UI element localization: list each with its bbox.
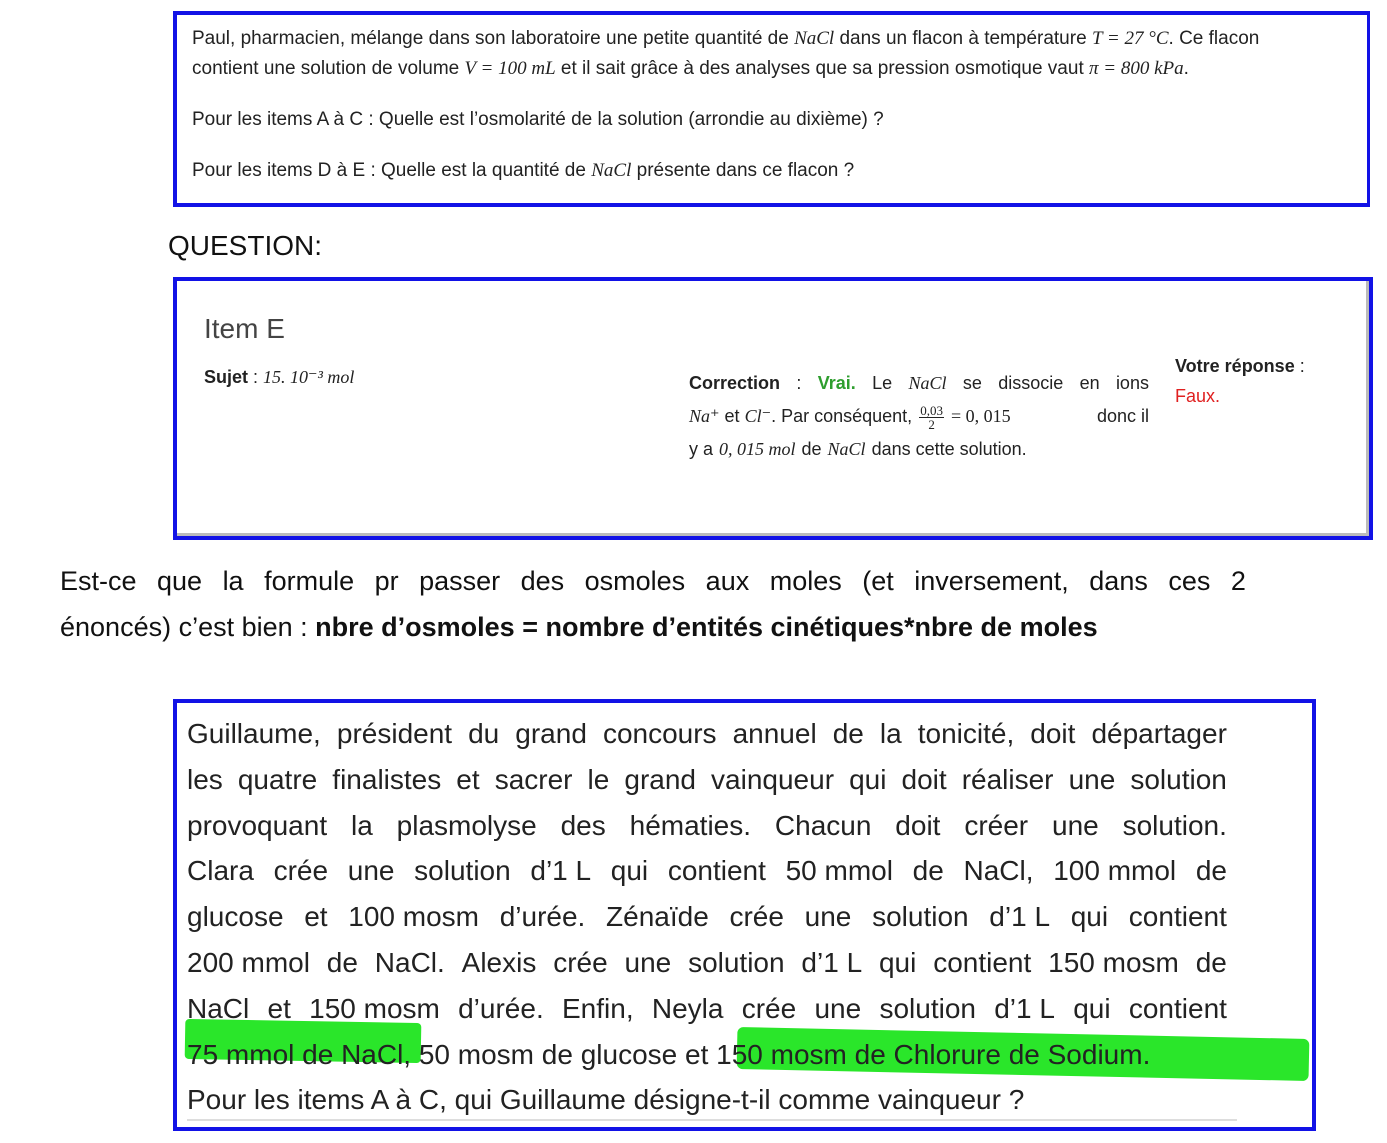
word: annuel (732, 718, 817, 749)
word: (et (862, 566, 894, 596)
word: 2 (1230, 566, 1246, 596)
statement-row-text: Pour les items A à C, qui Guillaume désigne-t-il comme vainqueur ? (187, 1084, 1025, 1116)
word: de (912, 855, 944, 887)
word: sacrer (494, 763, 573, 795)
word: inversement, (914, 566, 1069, 596)
word: 200 mmol (187, 946, 310, 978)
word: une (1068, 763, 1116, 795)
word: qui (878, 946, 917, 978)
statement-row (187, 757, 1227, 803)
word: solution. (1122, 809, 1227, 841)
word: de (326, 946, 358, 978)
word: une (1052, 809, 1099, 841)
math-nacl: NaCl (591, 160, 632, 181)
word: grand (624, 763, 696, 795)
word: glucose (187, 901, 284, 933)
word: la (350, 809, 373, 841)
word: hématies. (629, 809, 752, 841)
statement-row (187, 1032, 1227, 1078)
statement-row (187, 940, 1227, 986)
text: . Ce flacon (1168, 28, 1260, 49)
word: finalistes (332, 763, 442, 795)
fraction (919, 404, 944, 431)
text: énoncés) c’est bien : (60, 612, 308, 642)
math-na: Na⁺ (689, 406, 720, 426)
correction-label: Correction (689, 373, 781, 393)
word: des (520, 566, 565, 596)
text: . (1183, 58, 1189, 79)
word: NaCl (187, 992, 250, 1024)
text: contient une solution de volume (192, 58, 460, 79)
statement-line-2 (192, 58, 1189, 80)
word: contient (667, 855, 766, 887)
word: vainqueur (711, 763, 835, 795)
word: pr (374, 566, 399, 596)
word: et (456, 763, 480, 795)
word: ces (1168, 566, 1211, 596)
word: solution (872, 901, 969, 933)
word: moles (769, 566, 842, 596)
word: Clara (187, 855, 254, 887)
word: doit (1030, 718, 1076, 749)
word: Enfin, (562, 992, 634, 1024)
statement-row (187, 986, 1227, 1032)
word: une (814, 992, 862, 1024)
word: une (347, 855, 395, 887)
word: que (157, 566, 203, 596)
statement-row (187, 1077, 1227, 1123)
word: Guillaume, (187, 718, 321, 749)
word: une (804, 901, 852, 933)
word: et (267, 992, 291, 1024)
question-items-a-c: Pour les items A à C : Quelle est l’osmolarité de la solution (arrondie au dixième) ? (192, 109, 884, 130)
word: quatre (237, 763, 318, 795)
word: Alexis (461, 946, 537, 978)
word: de (1195, 946, 1227, 978)
word: qui (610, 855, 649, 887)
word: crée (729, 901, 784, 933)
word: Chacun (774, 809, 872, 841)
word: des (560, 809, 606, 841)
word: tonicité, (917, 718, 1015, 749)
statement-row (187, 894, 1227, 940)
word: NaCl. (374, 946, 445, 978)
word: qui (1070, 901, 1109, 933)
fraction-numerator: 0,03 (920, 402, 943, 418)
word: doit (901, 763, 947, 795)
statement-row (187, 711, 1227, 757)
item-title: Item E (204, 313, 285, 344)
fraction-denominator: 2 (928, 416, 935, 432)
word: le (587, 763, 610, 795)
word: solution (1130, 763, 1227, 795)
word: plasmolyse (396, 809, 537, 841)
text: Le (872, 373, 893, 393)
math-nacl: NaCl (908, 373, 947, 393)
word: grand (515, 718, 587, 749)
word: dans (1089, 566, 1148, 596)
word: formule (264, 566, 355, 596)
correction-line-1 (689, 367, 1149, 400)
word: d’1 L (801, 946, 863, 978)
math-quantity: 0, 015 mol (719, 439, 796, 459)
word: président (336, 718, 453, 749)
word: crée (273, 855, 329, 887)
colon: : (796, 373, 802, 393)
statement-row (187, 848, 1227, 894)
text: et il sait grâce à des analyses que sa pression osmotique vaut (560, 58, 1084, 79)
word: les (187, 763, 223, 795)
math-temperature: T = 27 °C (1091, 28, 1169, 49)
math-pressure: π = 800 kPa (1089, 58, 1184, 79)
sujet: Sujet : 15. 10⁻³ mol (204, 367, 355, 387)
word: concours (602, 718, 717, 749)
word: Zénaïde (606, 901, 709, 933)
word: départager (1091, 718, 1227, 749)
word: crée (553, 946, 608, 978)
text: Pour les items D à E : Quelle est la quantité de (192, 160, 586, 181)
word: 100 mosm (348, 901, 479, 933)
item-e-box (173, 277, 1373, 540)
question-items-d-e (192, 160, 854, 182)
word: 150 mosm (1048, 946, 1179, 978)
word: crée (741, 992, 797, 1024)
math-nacl: NaCl (794, 28, 835, 49)
text: se (962, 373, 982, 393)
word: passer (419, 566, 501, 596)
correction-line-2 (689, 400, 1149, 433)
math-volume: V = 100 mL (464, 58, 556, 79)
word: Est-ce (60, 566, 137, 596)
word: d’1 L (994, 992, 1055, 1024)
student-question-line-1 (60, 558, 1246, 604)
text: et (724, 406, 740, 426)
text: . Par conséquent, (771, 406, 913, 426)
word: la (222, 566, 244, 596)
word: 150 mosm (309, 992, 440, 1024)
sujet-label: Sujet (204, 367, 249, 387)
correction-line-3 (689, 433, 1149, 466)
word: d’1 L (989, 901, 1051, 933)
word: qui (1073, 992, 1111, 1024)
problem-statement-box-2 (173, 699, 1316, 1131)
math-result: = 0, 015 (950, 406, 1011, 426)
word: solution (414, 855, 511, 887)
word: aux (705, 566, 750, 596)
votre-reponse-value: Faux. (1175, 386, 1221, 406)
word: d’urée. (499, 901, 586, 933)
word: réaliser (961, 763, 1054, 795)
math-nacl: NaCl (827, 439, 866, 459)
text: en (1079, 373, 1100, 393)
problem-statement-box-1 (173, 11, 1370, 207)
sujet-value: 15. 10⁻³ mol (263, 367, 355, 387)
word: contient (1128, 992, 1227, 1024)
text: dans un flacon à température (839, 28, 1087, 49)
math-cl: Cl⁻ (744, 406, 772, 426)
word: 100 mmol (1053, 855, 1177, 887)
statement-line-1 (192, 28, 1259, 50)
word: une (624, 946, 672, 978)
text: de (801, 439, 822, 459)
vrai-label: Vrai. (817, 373, 856, 393)
word: provoquant (187, 809, 328, 841)
text: dissocie (998, 373, 1064, 393)
statement-text (187, 711, 1227, 1123)
word: et (304, 901, 328, 933)
word: créer (964, 809, 1029, 841)
correction (689, 367, 1149, 466)
question-label: QUESTION: (168, 230, 323, 261)
word: Neyla (651, 992, 724, 1024)
formula-bold: nbre d’osmoles = nombre d’entités cinétiques*nbre de moles (315, 612, 1098, 642)
text: y a (689, 439, 714, 459)
word: de (832, 718, 864, 749)
word: osmoles (584, 566, 686, 596)
student-question-line-2 (60, 604, 1246, 650)
votre-reponse-label-row: Votre réponse : (1175, 356, 1305, 376)
text: donc il (1096, 406, 1149, 426)
word: contient (933, 946, 1032, 978)
word: de (1195, 855, 1227, 887)
word: du (468, 718, 500, 749)
text: Paul, pharmacien, mélange dans son laboratoire une petite quantité de (192, 28, 789, 49)
word: doit (895, 809, 941, 841)
word: NaCl, (963, 855, 1034, 887)
word: contient (1128, 901, 1227, 933)
word: qui (849, 763, 887, 795)
word: d’urée. (458, 992, 544, 1024)
statement-row (187, 803, 1227, 849)
votre-reponse (1175, 351, 1305, 411)
text: ions (1115, 373, 1149, 393)
word: d’1 L (530, 855, 592, 887)
text (689, 400, 1011, 433)
word: solution (688, 946, 785, 978)
word: solution (879, 992, 976, 1024)
statement-row-text: 75 mmol de NaCl, 50 mosm de glucose et 150 mosm de Chlorure de Sodium. (187, 1038, 1151, 1070)
text: dans cette solution. (871, 439, 1027, 459)
text: présente dans ce flacon ? (636, 160, 855, 181)
divider (187, 1119, 1237, 1121)
votre-reponse-label: Votre réponse (1175, 356, 1295, 376)
word: 50 mmol (785, 855, 893, 887)
word: la (879, 718, 902, 749)
student-question (60, 558, 1246, 650)
